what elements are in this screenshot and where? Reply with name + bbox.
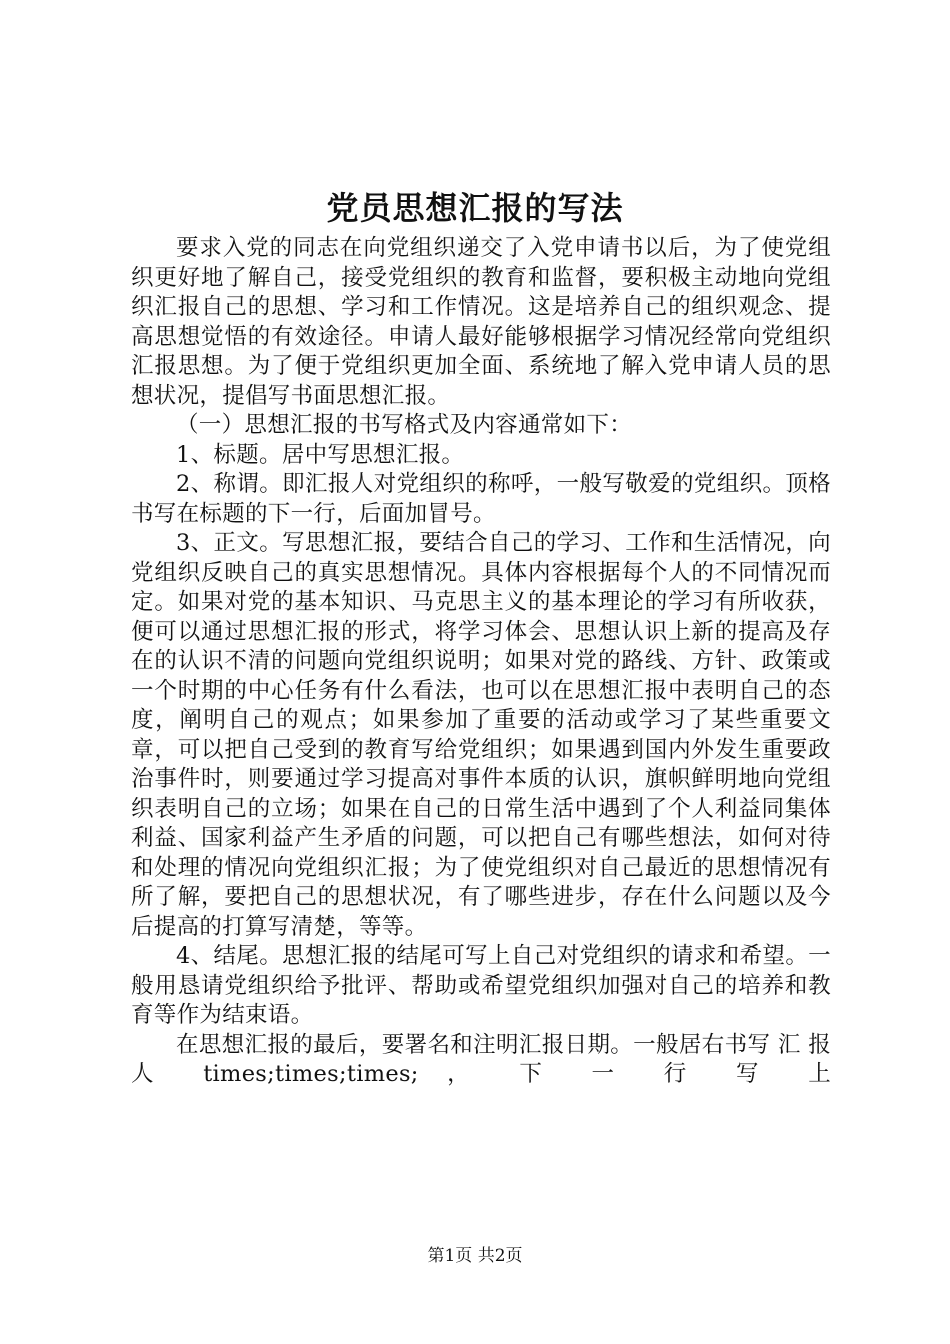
paragraph-signature: 在思想汇报的最后，要署名和注明汇报日期。一般居右书写 汇 报 人 times;times;times; ， 下 一 行 写 上 <box>131 1031 831 1087</box>
paragraph-intro: 要求入党的同志在向党组织递交了入党申请书以后，为了使党组织更好地了解自己，接受党组织的教育和监督，要积极主动地向党组织汇报自己的思想、学习和工作情况。这是培养自己的组织观念、提高思想觉悟的有效途径。申请人最好能够根据学习情况经常向党组织汇报思想。为了便于党组织更加全面、系统地了解入党申请人员的思想状况，提倡写书面思想汇报。 <box>131 235 831 409</box>
document-body <box>131 234 831 1090</box>
paragraph-item-body: 3、正文。写思想汇报，要结合自己的学习、工作和生活情况，向党组织反映自己的真实思想情况。具体内容根据每个人的不同情况而定。如果对党的基本知识、马克思主义的基本理论的学习有所收获，便可以通过思想汇报的形式，将学习体会、思想认识上新的提高及存在的认识不清的问题向党组织说明；如果对党的路线、方针、政策或一个时期的中心任务有什么看法，也可以在思想汇报中表明自己的态度，阐明自己的观点；如果参加了重要的活动或学习了某些重要文章，可以把自己受到的教育写给党组织；如果遇到国内外发生重要政治事件时，则要通过学习提高对事件本质的认识，旗帜鲜明地向党组织表明自己的立场；如果在自己的日常生活中遇到了个人利益同集体利益、国家利益产生矛盾的问题，可以把自己有哪些想法，如何对待和处理的情况向党组织汇报；为了使党组织对自己最近的思想情况有所了解，要把自己的思想状况，有了哪些进步，存在什么问题以及今后提高的打算写清楚，等等。 <box>131 530 831 940</box>
paragraph-item-ending: 4、结尾。思想汇报的结尾可写上自己对党组织的请求和希望。一般用恳请党组织给予批评、帮助或希望党组织加强对自己的培养和教育等作为结束语。 <box>131 943 831 1028</box>
page-footer: 第1页 共2页 <box>427 1246 523 1266</box>
document-title: 党员思想汇报的写法 <box>326 189 624 227</box>
paragraph-item-salutation: 2、称谓。即汇报人对党组织的称呼，一般写敬爱的党组织。顶格书写在标题的下一行，后面加冒号。 <box>131 471 831 527</box>
paragraph-format-heading: （一）思想汇报的书写格式及内容通常如下： <box>176 412 633 438</box>
paragraph-item-title: 1、标题。居中写思想汇报。 <box>176 441 465 468</box>
